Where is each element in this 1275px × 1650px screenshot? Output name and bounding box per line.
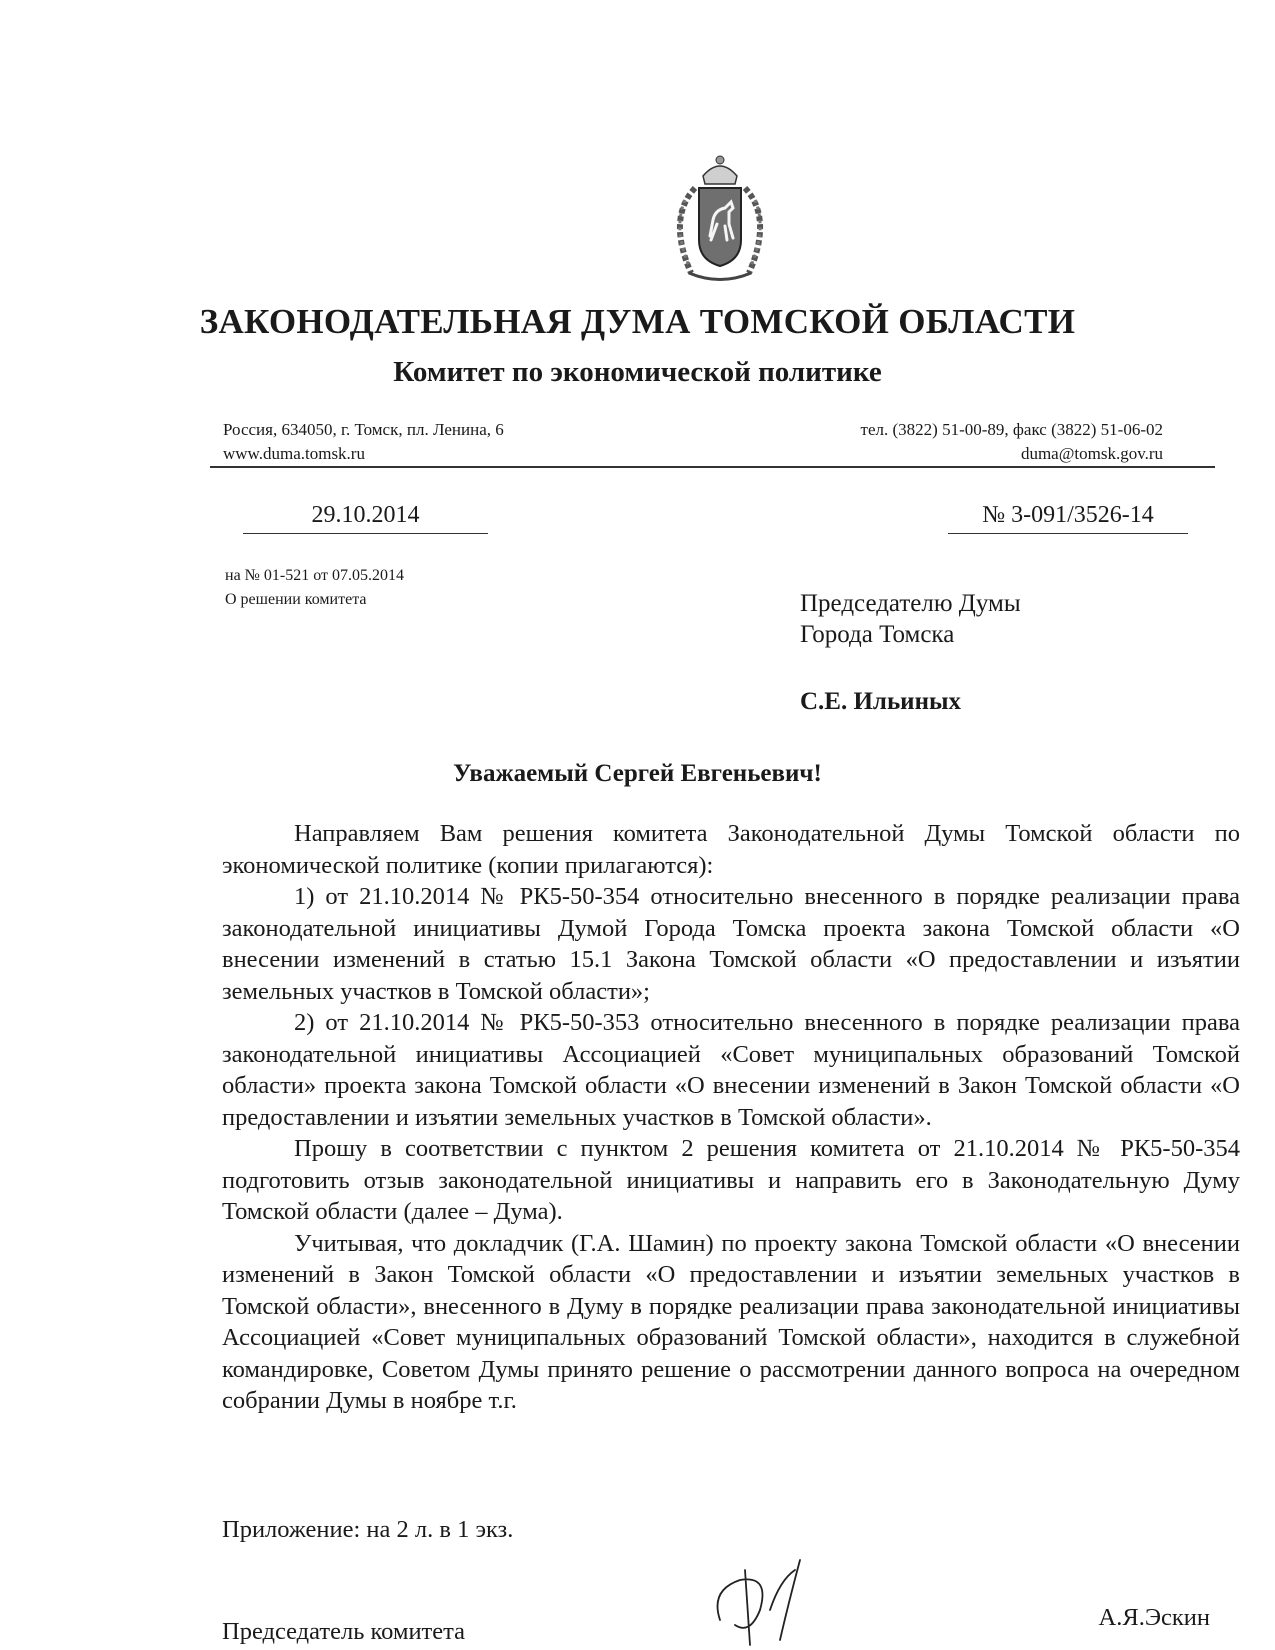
signer-position: Председатель комитета [222, 1618, 466, 1645]
contact-block [861, 418, 1163, 466]
recipient-name: С.Е. Ильиных [800, 688, 961, 715]
letter-date: 29.10.2014 [243, 502, 488, 534]
recipient-position-1: Председателю Думы [800, 590, 1021, 617]
address-block [223, 418, 504, 466]
postal-address: Россия, 634050, г. Томск, пл. Ленина, 6 [223, 420, 504, 439]
handwritten-signature [700, 1550, 820, 1650]
body-paragraph: Прошу в соответствии с пунктом 2 решения комитета от 21.10.2014 № РК5-50-354 подготовить отзыв законодательной инициативы и направить его в Законодательную Думу Томской области (далее – Дума). [222, 1135, 1240, 1225]
body-paragraph: Учитывая, что докладчик (Г.А. Шамин) по проекту закона Томской области «О внесении изменений в Закон Томской области «О предоставлении и изъятии земельных участков в Томской области», внесенного в Думу в порядке реализации права законодательной инициативы Ассоциацией «Совет муниципальных образований Томской области», находится в служебной командировке, Советом Думы принято решение о рассмотрении данного вопроса на очередном собрании Думы в ноябре т.г. [222, 1229, 1240, 1414]
letter-body [222, 818, 1240, 1417]
reference-block [225, 564, 404, 612]
website-link[interactable]: www.duma.tomsk.ru [223, 444, 365, 463]
email-link[interactable]: duma@tomsk.gov.ru [1020, 444, 1163, 463]
letter-number: № 3-091/3526-14 [948, 502, 1188, 534]
recipient-position-2: Города Томска [800, 621, 955, 648]
letter-subject: О решении комитета [225, 591, 367, 608]
recipient-block [800, 588, 1021, 650]
committee-title: Комитет по экономической политике [393, 356, 882, 388]
reference-number: на № 01-521 от 07.05.2014 [225, 567, 405, 584]
organization-title: ЗАКОНОДАТЕЛЬНАЯ ДУМА ТОМСКОЙ ОБЛАСТИ [199, 302, 1076, 341]
body-paragraph: Направляем Вам решения комитета Законодательной Думы Томской области по экономической политике (копии прилагаются): [222, 820, 1240, 879]
coat-of-arms-icon [655, 148, 785, 288]
body-paragraph: 2) от 21.10.2014 № РК5-50-353 относительно внесенного в порядке реализации права законодательной инициативы Ассоциацией «Совет муниципальных образований Томской области» проекта закона Томской области «О внесении изменений в Закон Томской области «О предоставлении и изъятии земельных участков в Томской области». [222, 1009, 1240, 1131]
salutation: Уважаемый Сергей Евгеньевич! [453, 760, 822, 787]
phone-fax: тел. (3822) 51-00-89, факс (3822) 51-06-02 [860, 420, 1163, 439]
signer-name: А.Я.Эскин [1098, 1604, 1210, 1631]
attachment-note: Приложение: на 2 л. в 1 экз. [222, 1516, 514, 1543]
header-divider [210, 466, 1215, 468]
body-paragraph: 1) от 21.10.2014 № РК5-50-354 относительно внесенного в порядке реализации права законодательной инициативы Думой Города Томска проекта закона Томской области «О внесении изменений в статью 15.1 Закона Томской области «О предоставлении и изъятии земельных участков в Томской области»; [222, 883, 1240, 1005]
